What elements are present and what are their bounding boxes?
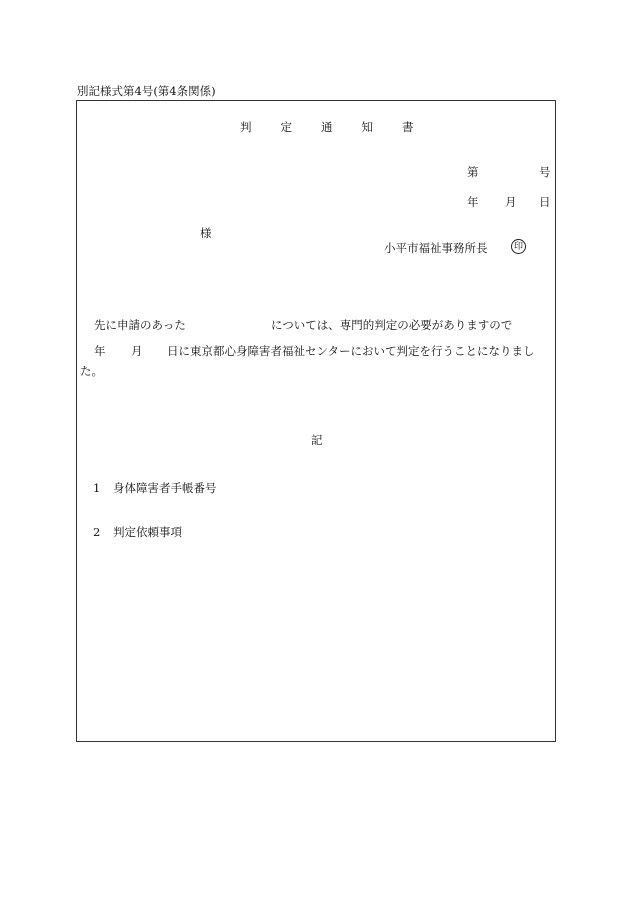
body-text: た。 xyxy=(80,364,103,378)
seal-icon: 印 xyxy=(511,239,526,254)
date-month: 月 xyxy=(505,195,517,209)
item-label: 身体障害者手帳番号 xyxy=(113,481,217,495)
body-text: 日に東京都心身障害者福祉センターにおいて判定を行うことになりまし xyxy=(167,344,535,358)
body-text: 先に申請のあった xyxy=(94,318,186,332)
title-char: 通 xyxy=(321,120,333,134)
date-year: 年 xyxy=(467,195,479,209)
title-char: 定 xyxy=(280,120,292,134)
number-prefix: 第 xyxy=(467,165,479,179)
sender-name: 小平市福祉事務所長 xyxy=(384,241,488,255)
ki-heading: 記 xyxy=(311,433,323,447)
date-day: 日 xyxy=(539,195,551,209)
title-char: 知 xyxy=(361,120,373,134)
document-frame xyxy=(76,100,556,742)
recipient-honorific: 様 xyxy=(200,226,212,240)
item-label: 判定依頼事項 xyxy=(113,525,182,539)
form-number-label: 別記様式第4号(第4条関係) xyxy=(77,84,216,98)
title-char: 判 xyxy=(240,120,252,134)
document-title xyxy=(240,120,414,134)
body-month: 月 xyxy=(131,344,143,358)
title-char: 書 xyxy=(402,120,414,134)
number-suffix: 号 xyxy=(539,165,551,179)
body-year: 年 xyxy=(94,344,106,358)
item-number: 2 xyxy=(93,525,101,539)
body-text: については、専門的判定の必要がありますので xyxy=(271,318,513,332)
item-number: 1 xyxy=(93,481,101,495)
